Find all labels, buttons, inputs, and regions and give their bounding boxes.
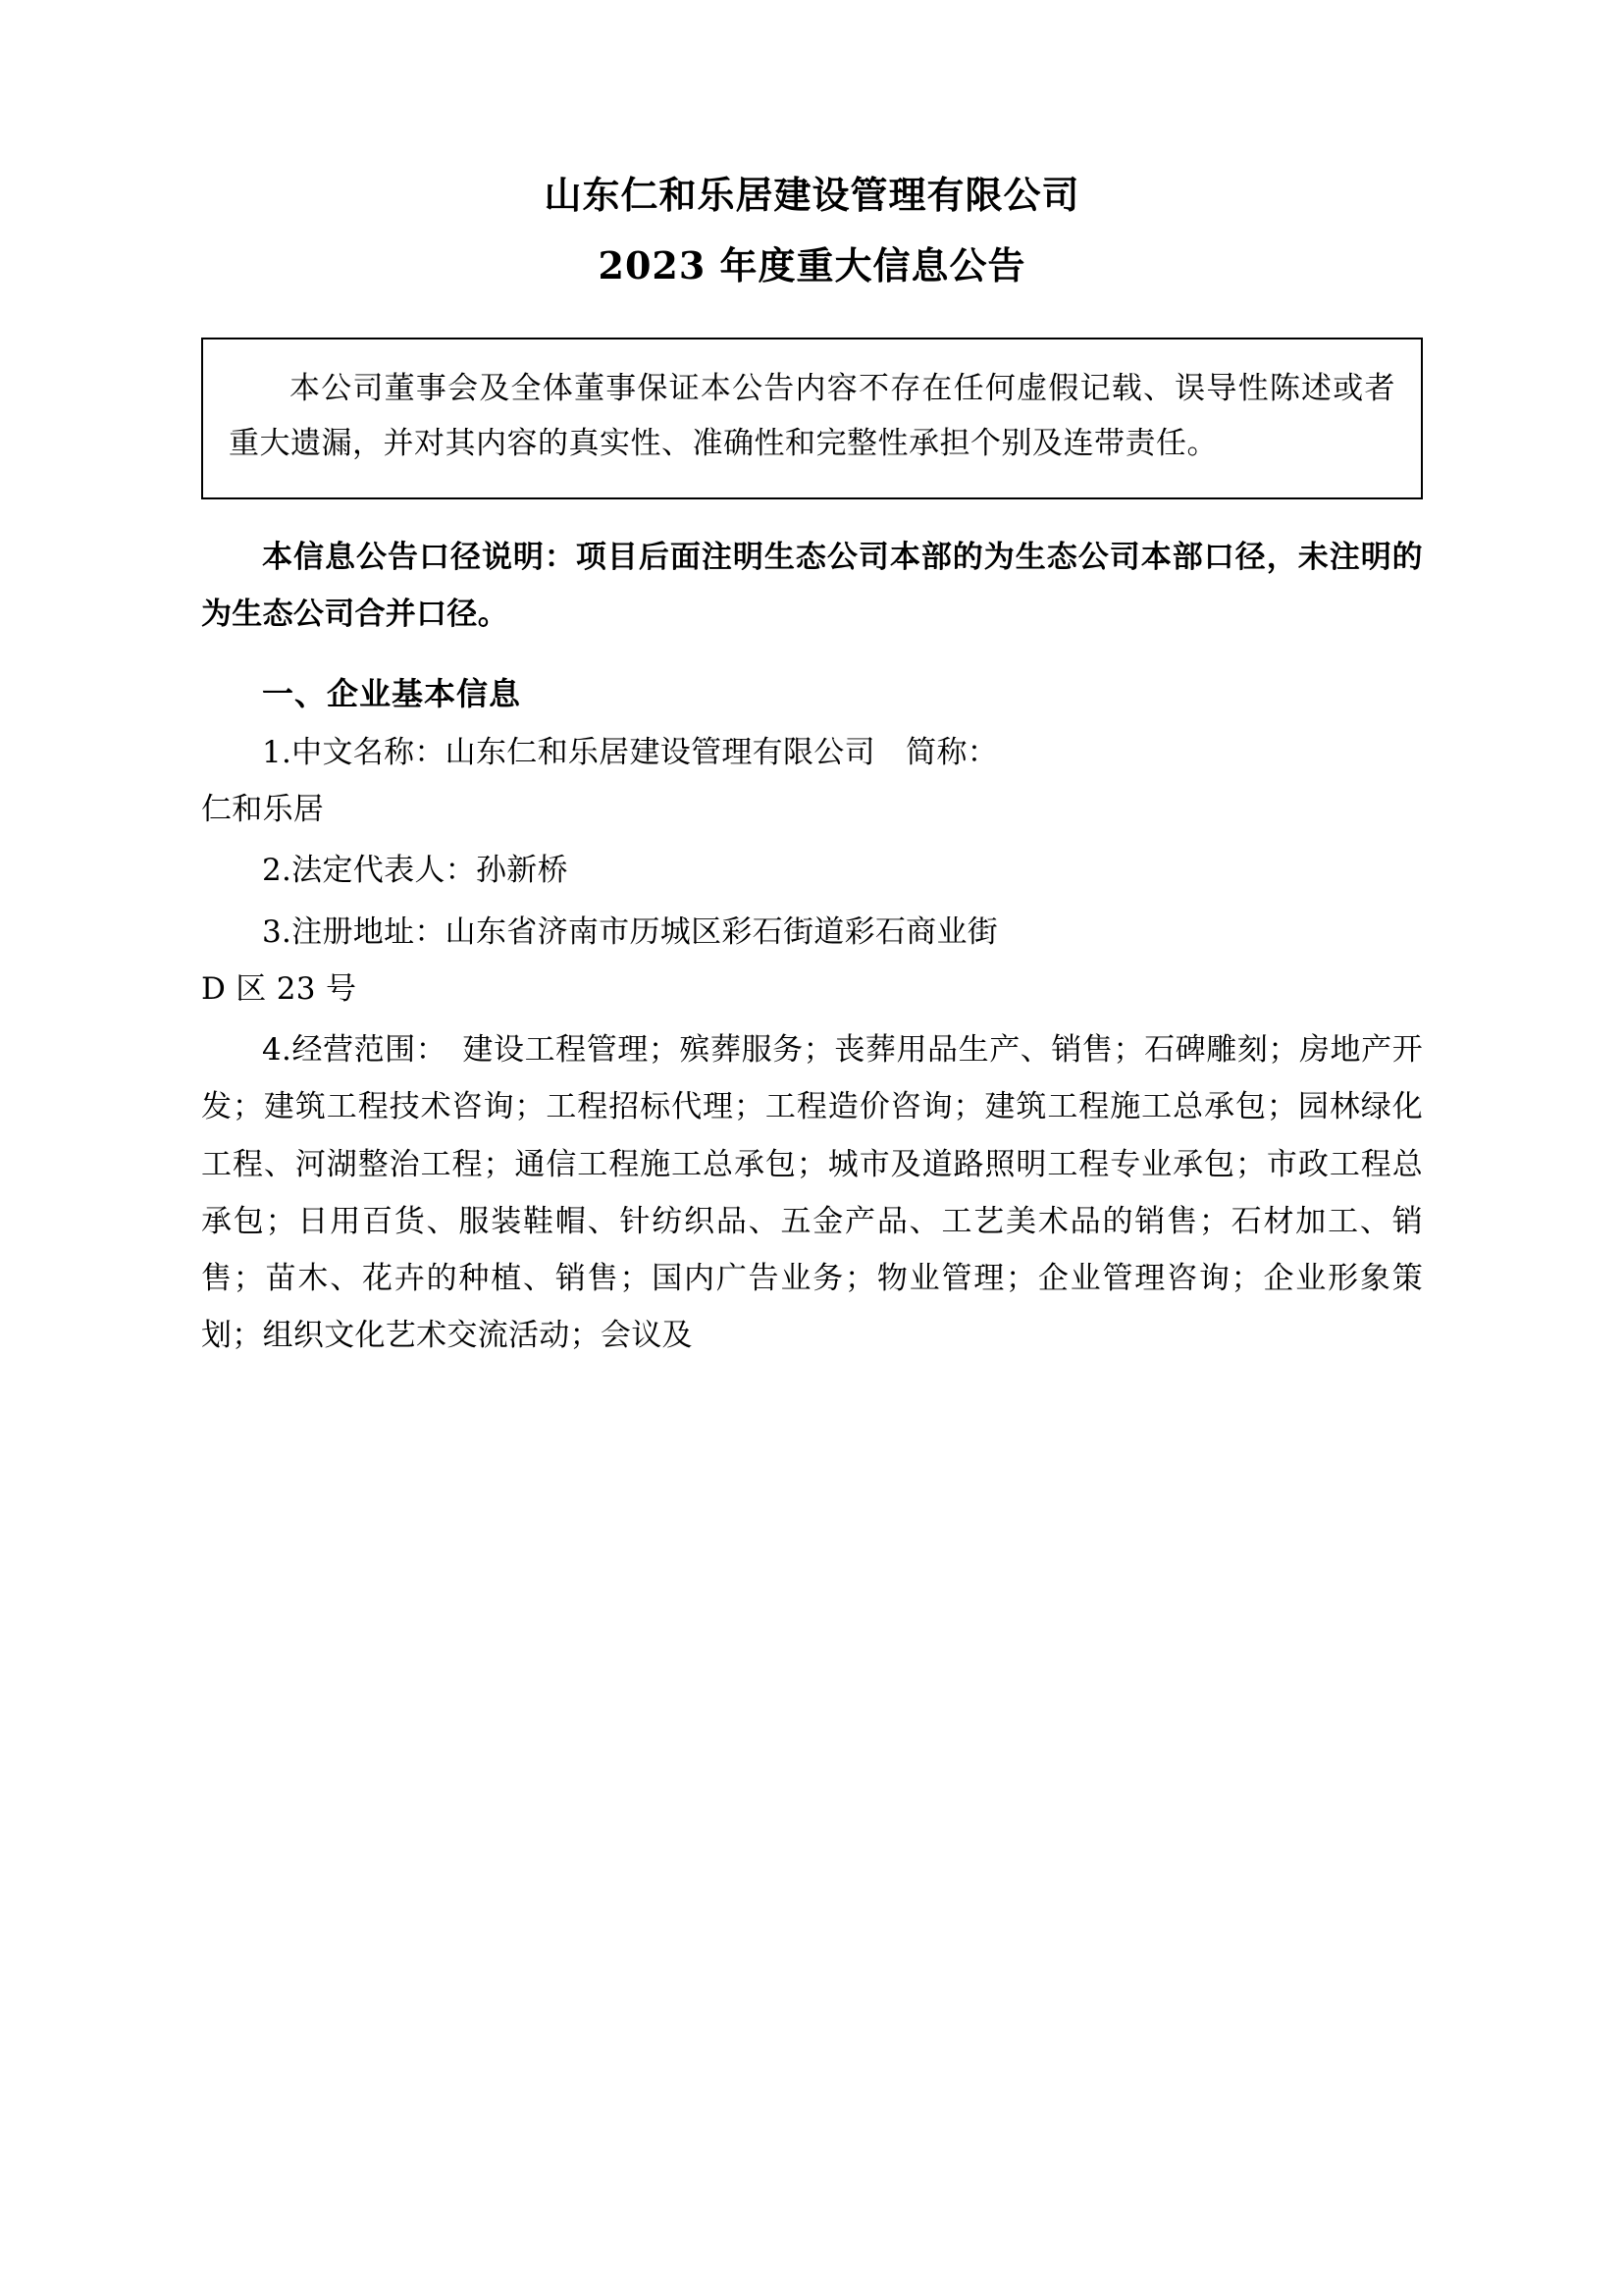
business-scope-text: 建设工程管理；殡葬服务；丧葬用品生产、销售；石碑雕刻；房地产开发；建筑工程技术咨询；工程招标代理；工程造价咨询；建筑工程施工总承包；园林绿化工程、河湖整治工程；通信工程施工总承包；城市及道路照明工程专业承包；市政工程总承包；日用百货、服装鞋帽、针纺织品、五金产品、工艺美术品的销售；石材加工、销售；苗木、花卉的种植、销售；国内广告业务；物业管理；企业管理咨询；企业形象策划；组织文化艺术交流活动；会议及 xyxy=(201,1032,1423,1354)
disclaimer-text: 本公司董事会及全体董事保证本公告内容不存在任何虚假记载、误导性陈述或者重大遗漏，并对其内容的真实性、准确性和完整性承担个别及连带责任。 xyxy=(229,370,1395,462)
business-scope-spacer xyxy=(432,1032,463,1068)
item-registered-address-cont: D 区 23 号 xyxy=(201,970,357,1007)
page-subtitle: 2023 年度重大信息公告 xyxy=(598,242,1026,287)
disclaimer-box xyxy=(201,338,1423,499)
caliber-statement: 本信息公告口径说明：项目后面注明生态公司本部的为生态公司本部口径，未注明的为生态公司合并口径。 xyxy=(201,539,1423,632)
item-legal-representative: 2.法定代表人：孙新桥 xyxy=(262,853,568,889)
business-scope-label: 4.经营范围： xyxy=(262,1032,432,1069)
item-registered-address: 3.注册地址：山东省济南市历城区彩石街道彩石商业街 xyxy=(262,913,999,950)
item-chinese-name-cont: 仁和乐居 xyxy=(201,792,325,828)
item-chinese-name: 1.中文名称：山东仁和乐居建设管理有限公司 简称： xyxy=(262,734,999,770)
page-title: 山东仁和乐居建设管理有限公司 xyxy=(544,173,1080,217)
section-heading-basic-info: 一、企业基本信息 xyxy=(262,675,522,713)
item-business-scope-lead xyxy=(201,1021,1423,1365)
